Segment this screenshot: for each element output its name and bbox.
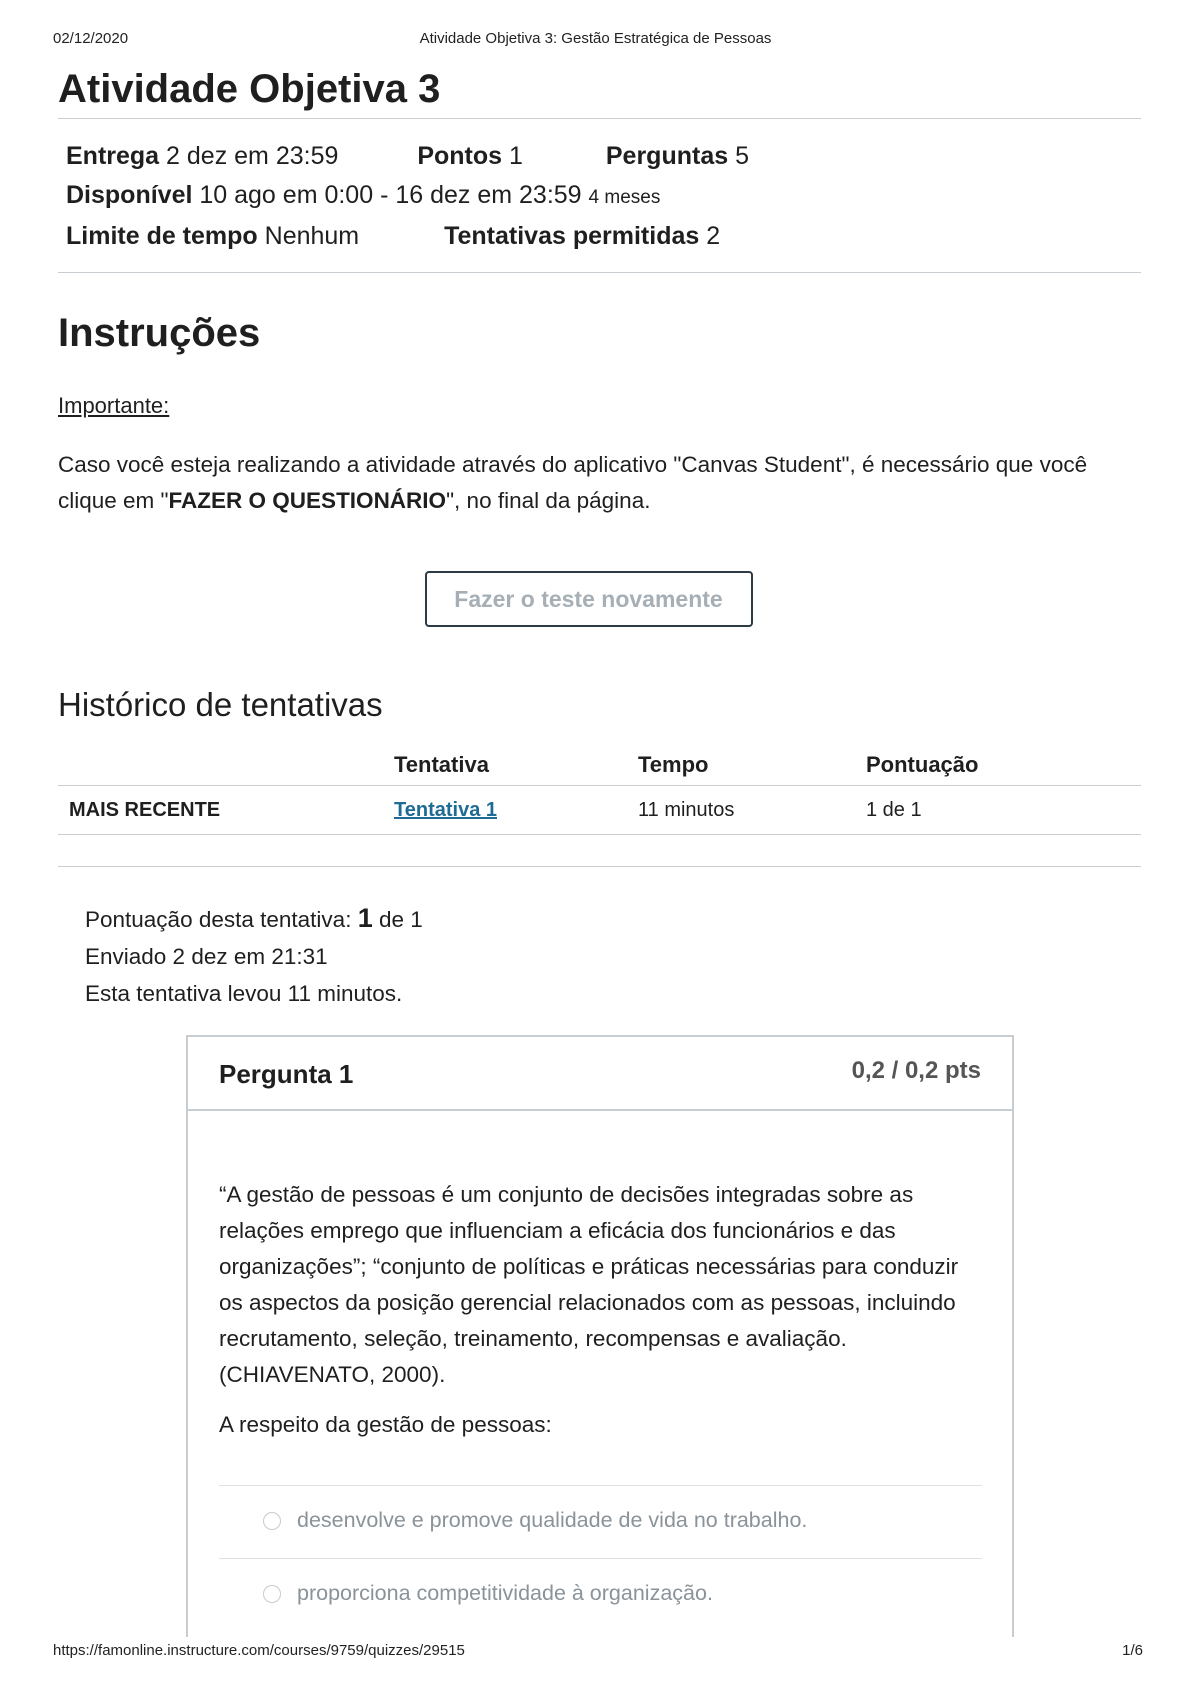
- divider: [58, 272, 1141, 273]
- attempt-score-line: [85, 900, 1141, 938]
- details-row-1: [66, 137, 1133, 176]
- instructions-text-bold: FAZER O QUESTIONÁRIO: [168, 488, 447, 513]
- attempt-time: 11 minutos: [638, 786, 866, 835]
- score-total: de 1: [379, 907, 423, 932]
- quiz-details: [58, 119, 1141, 272]
- retake-quiz-button[interactable]: Fazer o teste novamente: [425, 571, 753, 627]
- attempt-summary: [85, 900, 1141, 1012]
- question-header: [188, 1037, 1012, 1111]
- details-row-3: [66, 217, 1133, 256]
- question-title: Pergunta 1: [219, 1059, 354, 1089]
- attempt-history-table: [58, 745, 1141, 835]
- questions-value: 5: [735, 142, 749, 170]
- questions-label: Perguntas: [605, 142, 729, 170]
- time-limit-label: Limite de tempo: [66, 222, 258, 250]
- available-label: Disponível: [66, 181, 193, 209]
- points-label: Pontos: [417, 142, 503, 170]
- available-value: 10 ago em 0:00 - 16 dez em 23:59: [199, 181, 582, 209]
- question-text: “A gestão de pessoas é um conjunto de decisões integradas sobre as relações emprego que influenciam a eficácia dos funcionários e das organizações”; “conjunto de políticas e práticas necessárias para conduzir os aspectos da posição gerencial relacionados com as pessoas, incluindo recrutamento, seleção, treinamento, recompensas e avaliação. (CHIAVENATO, 2000).: [219, 1182, 959, 1387]
- radio-button[interactable]: [263, 1512, 281, 1530]
- instructions-text-part: Caso você esteja realizando a atividade através do aplicativo "Canvas Student", é necessário que você clique em ": [58, 452, 1088, 513]
- instructions-title: Instruções: [58, 311, 261, 355]
- answer-text: proporciona competitividade à organização.: [297, 1581, 713, 1605]
- instructions-text-part: ", no final da página.: [446, 488, 651, 513]
- table-row: [58, 786, 1141, 835]
- available-duration: 4 meses: [588, 187, 661, 208]
- attempts-allowed-value: 2: [706, 222, 721, 250]
- points-value: 1: [509, 142, 523, 170]
- print-url: https://famonline.instructure.com/courses/9759/quizzes/29515: [53, 1642, 465, 1659]
- column-header: [58, 745, 394, 786]
- question-prompt: A respeito da gestão de pessoas:: [219, 1412, 552, 1437]
- duration-text: Esta tentativa levou 11 minutos.: [85, 981, 403, 1006]
- time-limit-value: Nenhum: [264, 222, 360, 250]
- question-card: [186, 1035, 1014, 1637]
- answer-text: desenvolve e promove qualidade de vida no trabalho.: [297, 1508, 808, 1532]
- print-document-title: Atividade Objetiva 3: Gestão Estratégica de Pessoas: [419, 30, 772, 47]
- due-label: Entrega: [66, 142, 160, 170]
- retake-wrap: [58, 571, 1141, 627]
- submitted-text: Enviado 2 dez em 21:31: [85, 944, 328, 969]
- column-header-score: Pontuação: [866, 752, 979, 777]
- print-page-number: 1/6: [1122, 1642, 1143, 1659]
- column-header-time: Tempo: [638, 752, 709, 777]
- score-value: 1: [357, 903, 373, 933]
- attempt-cell: [394, 786, 638, 835]
- score-label: Pontuação desta tentativa:: [85, 907, 352, 932]
- table-header-row: [58, 745, 1141, 786]
- answer-option[interactable]: [219, 1558, 982, 1631]
- answer-option[interactable]: [219, 1485, 982, 1558]
- important-label: Importante:: [58, 393, 170, 418]
- attempts-allowed-label: Tentativas permitidas: [444, 222, 700, 250]
- column-header-attempt: Tentativa: [394, 752, 489, 777]
- due-value: 2 dez em 23:59: [166, 142, 339, 170]
- answer-list: [219, 1485, 982, 1631]
- question-points: 0,2 / 0,2 pts: [851, 1057, 981, 1084]
- attempt-link[interactable]: Tentativa 1: [394, 798, 497, 821]
- attempt-label: MAIS RECENTE: [58, 786, 394, 835]
- radio-button[interactable]: [263, 1585, 281, 1603]
- quiz-title: Atividade Objetiva 3: [58, 67, 441, 111]
- attempt-score: 1 de 1: [866, 786, 1141, 835]
- question-body: [188, 1111, 1012, 1631]
- attempt-history-title: Histórico de tentativas: [58, 686, 383, 723]
- quiz-content: [58, 60, 1141, 1012]
- details-row-2: [66, 176, 1133, 217]
- instructions-text: [58, 447, 1141, 519]
- divider: [58, 866, 1141, 867]
- print-date: 02/12/2020: [53, 30, 129, 47]
